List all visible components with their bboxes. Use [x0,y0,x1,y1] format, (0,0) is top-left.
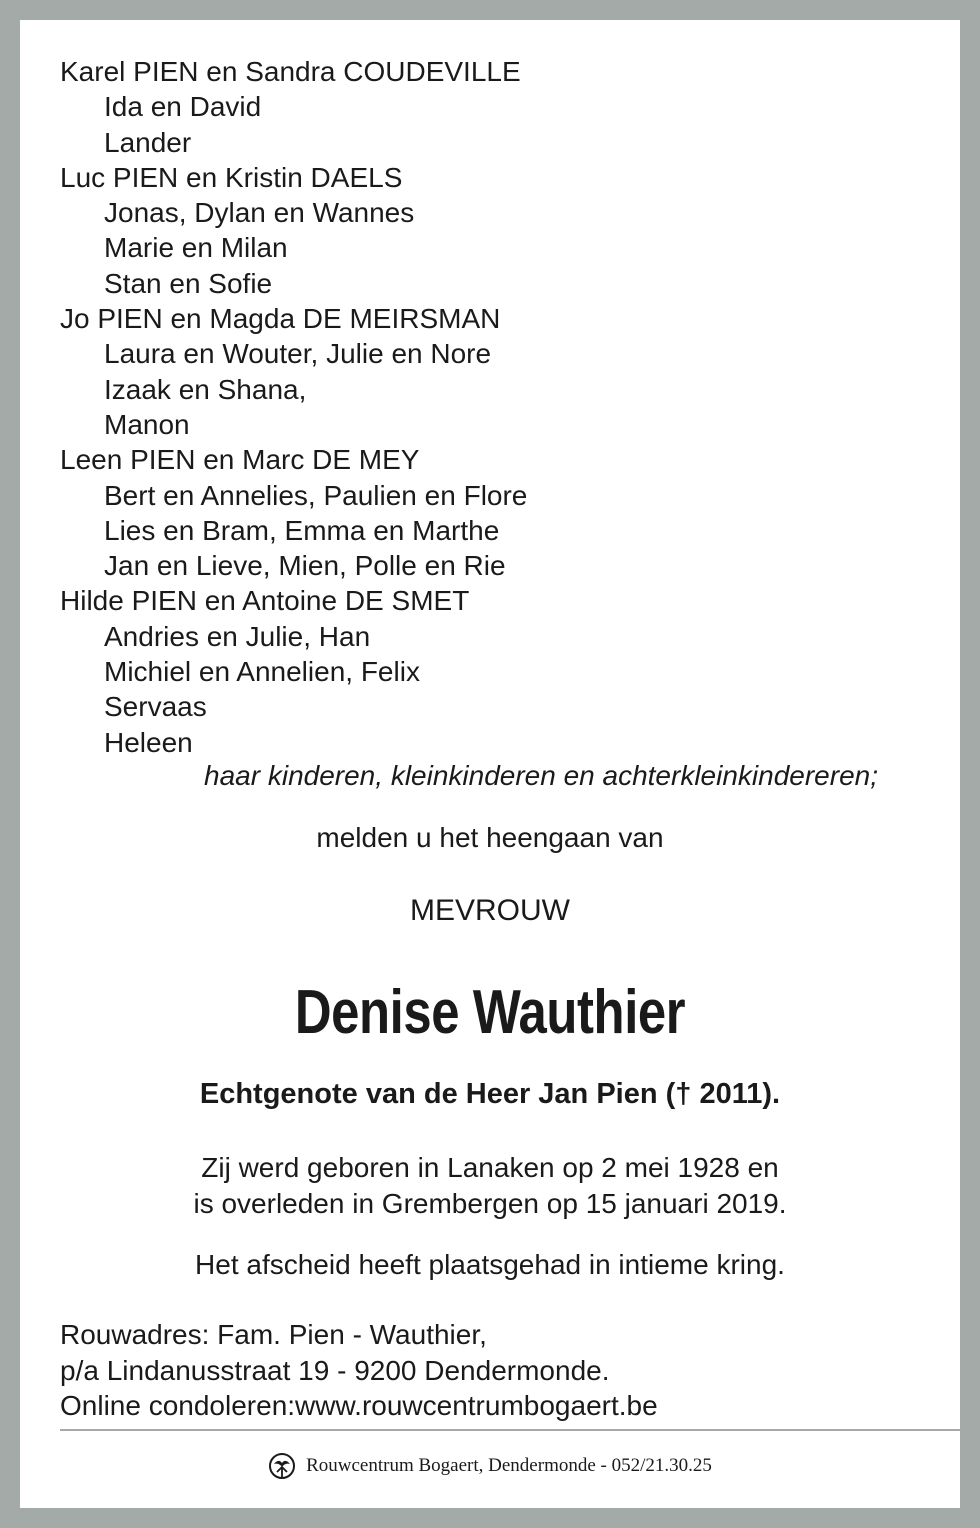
grandchildren-line: Jonas, Dylan en Wannes [104,197,415,229]
grandchildren-line: Marie en Milan [104,232,288,264]
child-couple-line: Leen PIEN en Marc DE MEY [60,444,420,476]
grandchildren-line: Jan en Lieve, Mien, Polle en Rie [104,550,506,582]
family-relation-line: haar kinderen, kleinkinderen en achterkleinkindereren; [204,760,878,791]
address-line-1: Rouwadres: Fam. Pien - Wauthier, [60,1319,487,1350]
divider [60,1429,973,1431]
grandchildren-line: Lander [104,126,192,158]
peace-dove-icon [268,1452,296,1480]
grandchildren-line: Michiel en Annelien, Felix [104,656,420,688]
address-line-3: Online condoleren:www.rouwcentrumbogaert.be [60,1390,658,1421]
grandchildren-line: Servaas [104,691,207,723]
life-dates [20,1150,960,1221]
address-line-2: p/a Lindanusstraat 19 - 9200 Dendermonde. [60,1354,610,1386]
child-couple-line: Jo PIEN en Magda DE MEIRSMAN [60,303,501,335]
family-list [60,54,960,760]
child-couple-line: Luc PIEN en Kristin DAELS [60,161,403,193]
announcement-text: melden u het heengaan van [316,822,664,853]
footer [20,1452,960,1480]
footer-text: Rouwcentrum Bogaert, Dendermonde - 052/21.30.25 [306,1455,712,1476]
grandchildren-line: Heleen [104,726,193,758]
grandchildren-line: Bert en Annelies, Paulien en Flore [104,479,528,511]
grandchildren-line: Manon [104,408,190,440]
spouse-line: Echtgenote van de Heer Jan Pien († 2011). [199,1078,781,1110]
grandchildren-line: Andries en Julie, Han [104,620,371,652]
deceased-name: Denise Wauthier [294,978,686,1047]
child-couple-line: Hilde PIEN en Antoine DE SMET [60,585,470,617]
grandchildren-line: Laura en Wouter, Julie en Nore [104,338,492,370]
death-line: is overleden in Grembergen op 15 januari 2019. [193,1187,787,1219]
grandchildren-line: Lies en Bram, Emma en Marthe [104,514,500,546]
grandchildren-line: Stan en Sofie [104,267,273,299]
grandchildren-line: Ida en David [104,91,262,123]
child-couple-line: Karel PIEN en Sandra COUDEVILLE [60,56,521,87]
mourning-address [60,1317,658,1424]
title-word: MEVROUW [410,894,570,927]
grandchildren-line: Izaak en Shana, [104,373,307,405]
birth-line: Zij werd geboren in Lanaken op 2 mei 1928 en [201,1152,779,1183]
farewell-text: Het afscheid heeft plaatsgehad in intieme kring. [195,1249,785,1280]
